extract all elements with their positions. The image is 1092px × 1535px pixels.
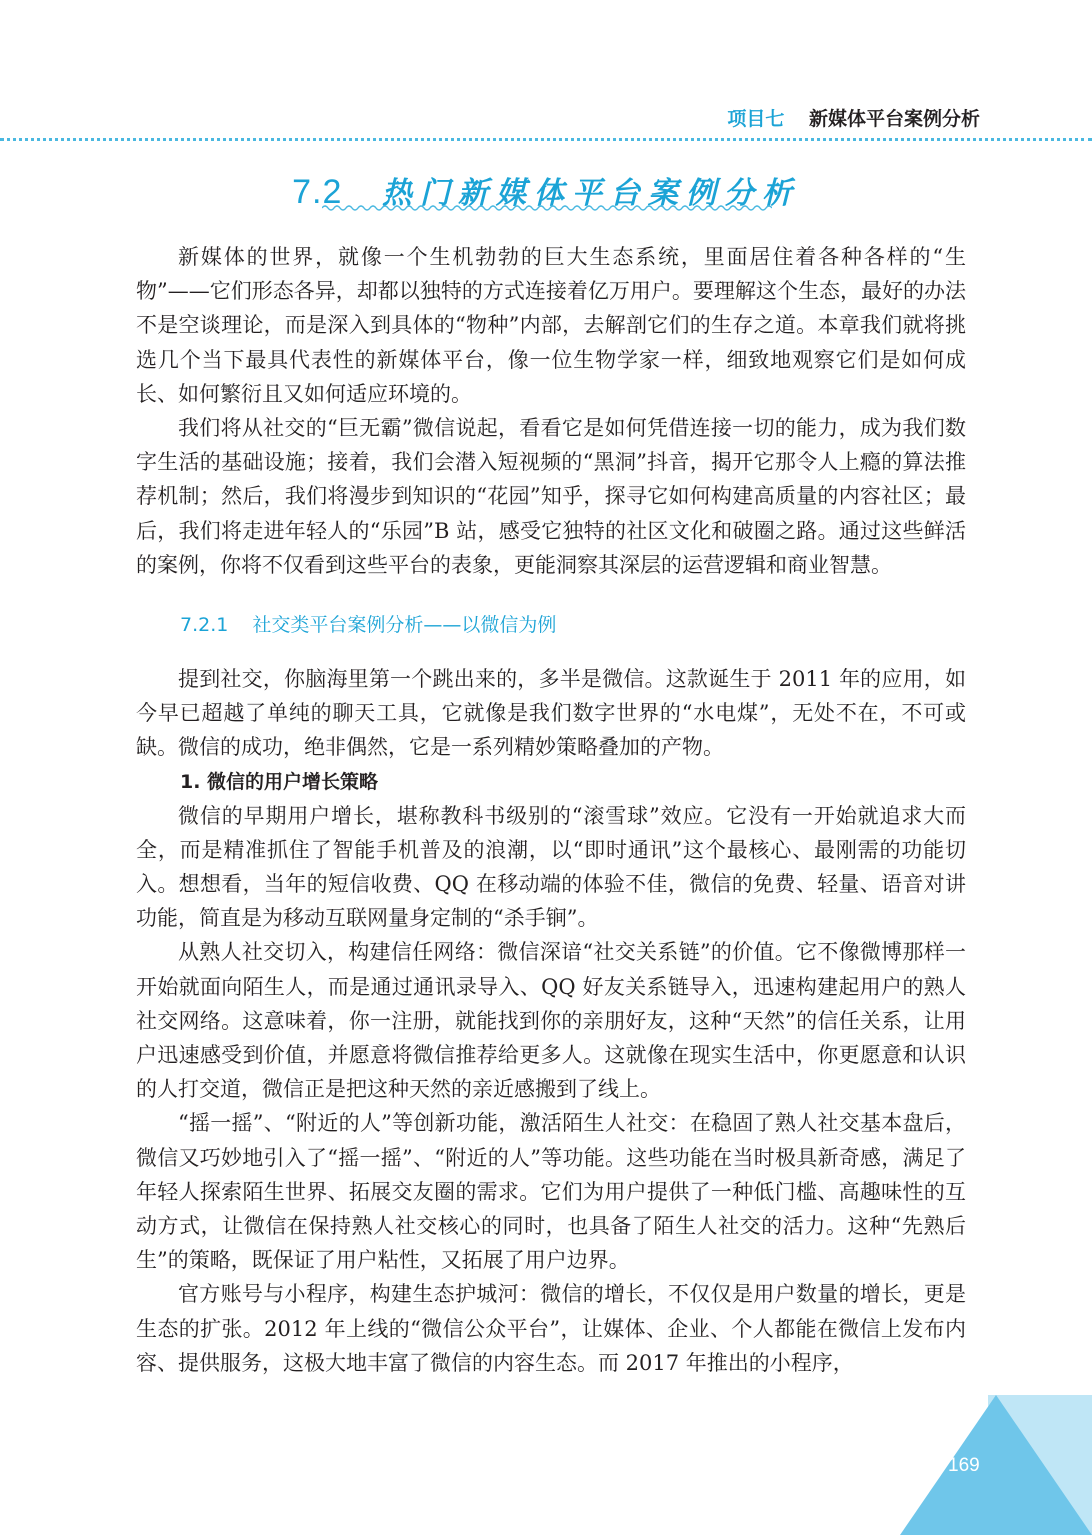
- page-body: [136, 240, 966, 1380]
- intro-paragraph-2: 我们将从社交的“巨无霸”微信说起，看看它是如何凭借连接一切的能力，成为我们数字生活的基础设施；接着，我们会潜入短视频的“黑洞”抖音，揭开它那令人上瘾的算法推荐机制；然后，我们将漫步到知识的“花园”知乎，探寻它如何构建高质量的内容社区；最后，我们将走进年轻人的“乐园”B 站，感受它独特的社区文化和破圈之路。通过这些鲜活的案例，你将不仅看到这些平台的表象，更能洞察其深层的运营逻辑和商业智慧。: [136, 416, 966, 577]
- section-number: 7.2: [292, 173, 343, 211]
- subsection-heading: [136, 610, 966, 640]
- header-project-label: 项目七: [727, 108, 785, 130]
- body-paragraph-1: 微信的早期用户增长，堪称教科书级别的“滚雪球”效应。它没有一开始就追求大而全，而是精准抓住了智能手机普及的浪潮，以“即时通讯”这个最核心、最刚需的功能切入。想想看，当年的短信收费、QQ 在移动端的体验不佳，微信的免费、轻量、语音对讲功能，简直是为移动互联网量身定制的“杀手锏”。: [136, 803, 966, 931]
- page-number: 169: [948, 1455, 980, 1476]
- subsection-title: 社交类平台案例分析——以微信为例: [252, 614, 557, 637]
- section-title-text: 热门新媒体平台案例分析: [381, 176, 800, 211]
- body-paragraph-3: “摇一摇”、“附近的人”等创新功能，激活陌生人社交：在稳固了熟人社交基本盘后，微信又巧妙地引入了“摇一摇”、“附近的人”等功能。这些功能在当时极具新奇感，满足了年轻人探索陌生世界、拓展交友圈的需求。它们为用户提供了一种低门槛、高趣味性的互动方式，让微信在保持熟人社交核心的同时，也具备了陌生人社交的活力。这种“先熟后生”的策略，既保证了用户粘性，又拓展了用户边界。: [136, 1111, 966, 1273]
- body-paragraph-2: 从熟人社交切入，构建信任网络：微信深谙“社交关系链”的价值。它不像微博那样一开始就面向陌生人，而是通过通讯录导入、QQ 好友关系链导入，迅速构建起用户的熟人社交网络。这意味着，你一注册，就能找到你的亲朋好友，这种“天然”的信任关系，让用户迅速感受到价值，并愿意将微信推荐给更多人。这就像在现实生活中，你更愿意和认识的人打交道，微信正是把这种天然的亲近感搬到了线上。: [136, 940, 966, 1102]
- intro-paragraph-1: 新媒体的世界，就像一个生机勃勃的巨大生态系统，里面居住着各种各样的“生物”——它们形态各异，却都以独特的方式连接着亿万用户。要理解这个生态，最好的办法不是空谈理论，而是深入到具体的“物种”内部，去解剖它们的生存之道。本章我们就将挑选几个当下最具代表性的新媒体平台，像一位生物学家一样，细致地观察它们是如何成长、如何繁衍且又如何适应环境的。: [136, 245, 966, 406]
- corner-triangle: [900, 1395, 1092, 1535]
- heading-user-growth: 1. 微信的用户增长策略: [180, 770, 379, 793]
- header-dotted-rule: [0, 138, 1092, 141]
- title-wavy-underline: [322, 204, 772, 212]
- body-paragraph-4: 官方账号与小程序，构建生态护城河：微信的增长，不仅仅是用户数量的增长，更是生态的扩张。2012 年上线的“微信公众平台”，让媒体、企业、个人都能在微信上发布内容、提供服务，这极大地丰富了微信的内容生态。而 2017 年推出的小程序，: [136, 1282, 966, 1375]
- header-chapter-title: 新媒体平台案例分析: [808, 108, 980, 130]
- running-header: [727, 104, 980, 131]
- subsection-paragraph: 提到社交，你脑海里第一个跳出来的，多半是微信。这款诞生于 2011 年的应用，如今早已超越了单纯的聊天工具，它就像是我们数字世界的“水电煤”，无处不在，不可或缺。微信的成功，绝非偶然，它是一系列精妙策略叠加的产物。: [136, 667, 966, 760]
- subsection-number: 7.2.1: [180, 614, 229, 637]
